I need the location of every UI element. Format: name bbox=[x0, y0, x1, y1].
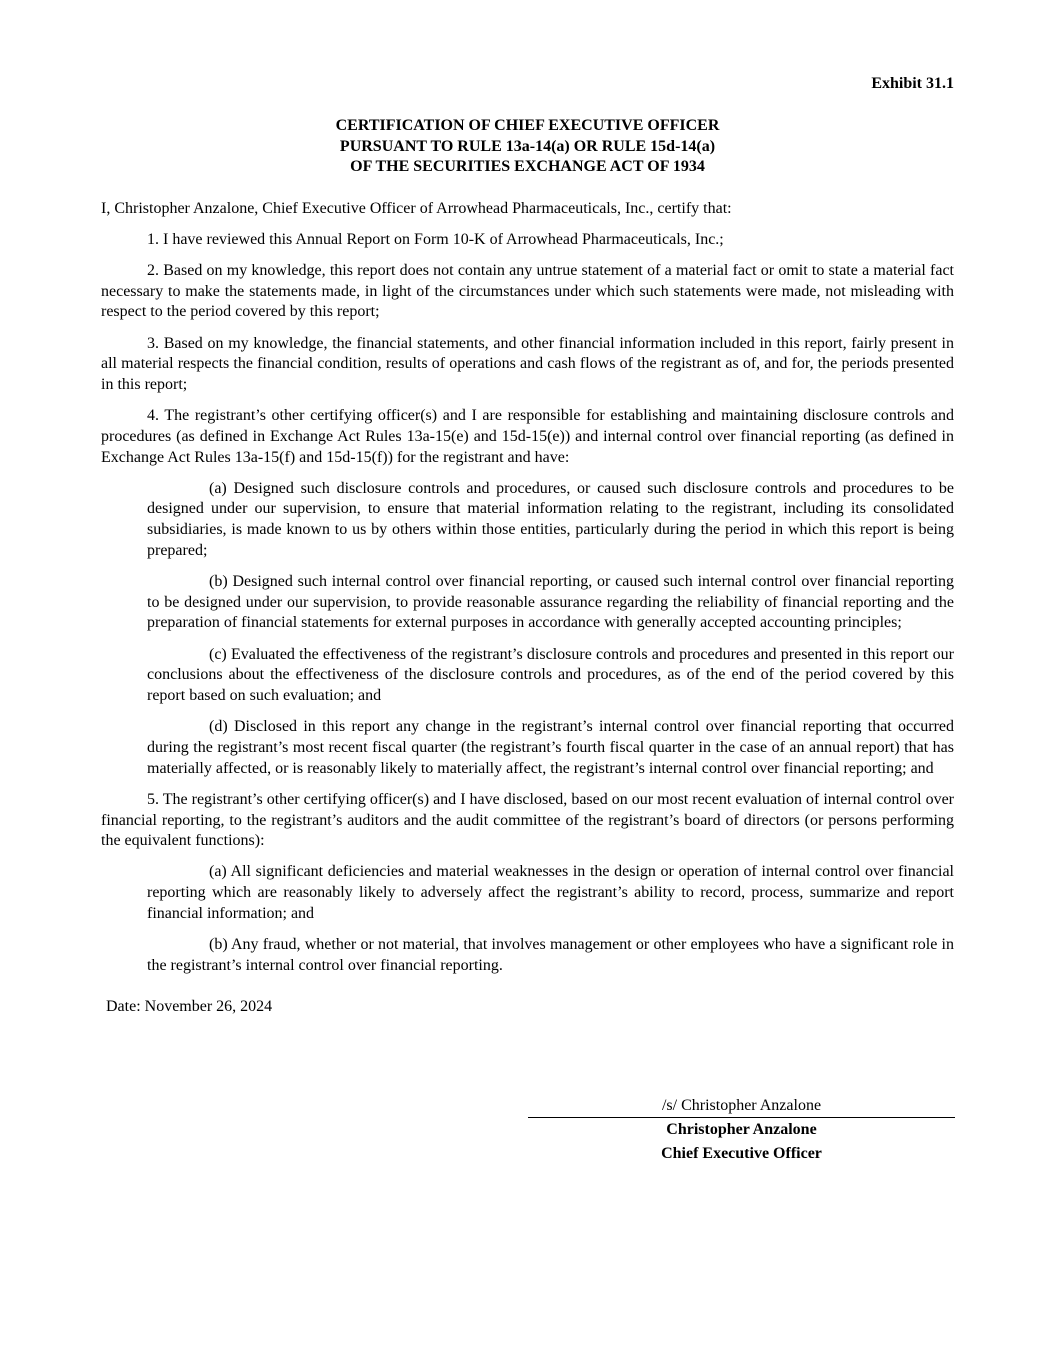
paragraph-3: 3. Based on my knowledge, the financial statements, and other financial information included in this report, fairly present in all material respects the financial condition, results of operations and cash flows of the registrant as of, and for, the periods presented in this report; bbox=[101, 334, 954, 393]
paragraph-4d: (d) Disclosed in this report any change in the registrant’s internal control over financial reporting that occurred during the registrant’s most recent fiscal quarter (the registrant’s fourth fiscal quarter in the case of an annual report) that has materially affected, or is reasonably likely to materially affect, the registrant’s internal control over financial reporting; and bbox=[147, 718, 954, 777]
paragraph-5: 5. The registrant’s other certifying officer(s) and I have disclosed, based on our most recent evaluation of internal control over financial reporting, to the registrant’s auditors and the audit committee of the registrant’s board of directors (or persons performing the equivalent functions): bbox=[101, 790, 954, 850]
document-title bbox=[101, 116, 954, 178]
paragraph-4: 4. The registrant’s other certifying officer(s) and I are responsible for establishing and maintaining disclosure controls and procedures (as defined in Exchange Act Rules 13a-15(e) and 15d-15(e)) and internal control over financial reporting (as defined in Exchange Act Rules 13a-15(f) and 15d-15(f)) for the registrant and have: bbox=[101, 407, 954, 466]
title-line: OF THE SECURITIES EXCHANGE ACT OF 1934 bbox=[350, 158, 705, 175]
signatory-title: Chief Executive Officer bbox=[661, 1145, 822, 1162]
signatory-name: Christopher Anzalone bbox=[666, 1121, 817, 1138]
signature-block bbox=[528, 1096, 955, 1166]
paragraph-5a: (a) All significant deficiencies and material weaknesses in the design or operation of internal control over financial reporting which are reasonably likely to adversely affect the registrant’s ability to record, process, summarize and report financial information; and bbox=[147, 863, 954, 922]
title-line: CERTIFICATION OF CHIEF EXECUTIVE OFFICER bbox=[335, 117, 720, 134]
date-line: Date: November 26, 2024 bbox=[106, 997, 273, 1015]
certification-body bbox=[101, 199, 954, 1028]
paragraph-1: 1. I have reviewed this Annual Report on Form 10-K of Arrowhead Pharmaceuticals, Inc.; bbox=[147, 230, 724, 248]
paragraph-5b: (b) Any fraud, whether or not material, that involves management or other employees who have a significant role in the registrant’s internal control over financial reporting. bbox=[147, 936, 954, 974]
paragraph-2: 2. Based on my knowledge, this report does not contain any untrue statement of a material fact or omit to state a material fact necessary to make the statements made, in light of the circumstances under which such statements were made, not misleading with respect to the period covered by this report; bbox=[101, 261, 954, 321]
paragraph-4c: (c) Evaluated the effectiveness of the registrant’s disclosure controls and procedures and presented in this report our conclusions about the effectiveness of the disclosure controls and procedures, as of the end of the period covered by this report based on such evaluation; and bbox=[147, 645, 954, 705]
paragraph-4b: (b) Designed such internal control over financial reporting, or caused such internal control over financial reporting to be designed under our supervision, to provide reasonable assurance regarding the reliability of financial reporting and the preparation of financial statements for external purposes in accordance with generally accepted accounting principles; bbox=[147, 573, 954, 632]
title-line: PURSUANT TO RULE 13a-14(a) OR RULE 15d-14(a) bbox=[339, 137, 716, 155]
paragraph-4a: (a) Designed such disclosure controls and procedures, or caused such disclosure controls and procedures to be designed under our supervision, to ensure that material information relating to the registrant, including its consolidated subsidiaries, is made known to us by others within those entities, particularly during the period in which this report is being prepared; bbox=[147, 479, 954, 559]
exhibit-label: Exhibit 31.1 bbox=[871, 75, 954, 92]
intro-statement: I, Christopher Anzalone, Chief Executive Officer of Arrowhead Pharmaceuticals, Inc., certify that: bbox=[101, 200, 732, 217]
signature-line: /s/ Christopher Anzalone bbox=[528, 1096, 955, 1118]
